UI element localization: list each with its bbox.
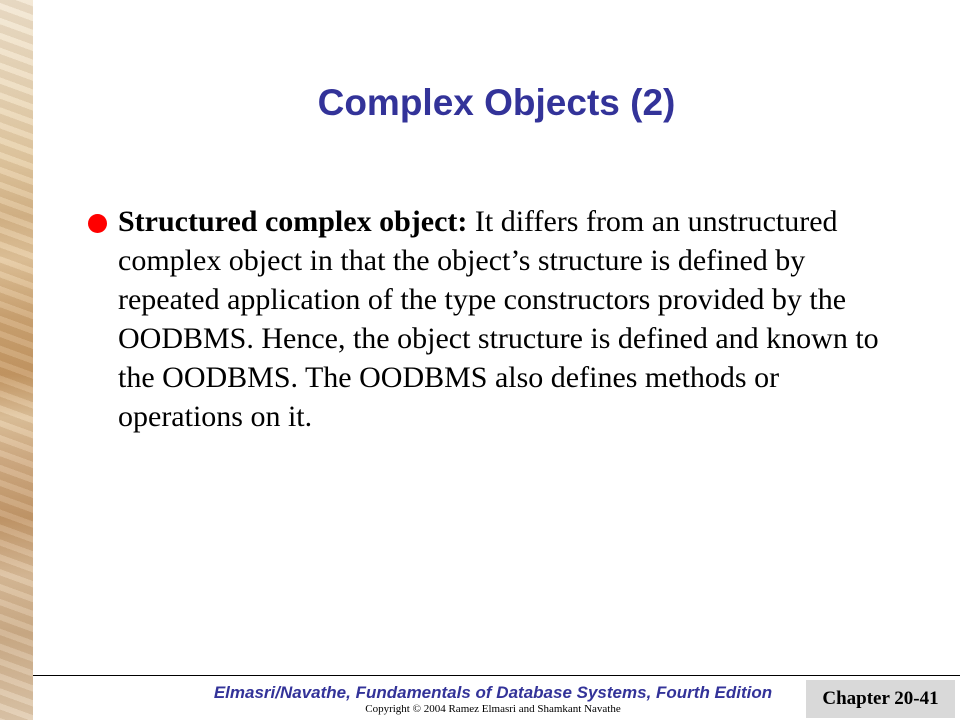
footer-divider [33,675,960,676]
chapter-label: Chapter 20-41 [806,680,955,718]
decorative-sand-strip [0,0,33,720]
footer-copyright: Copyright © 2004 Ramez Elmasri and Shamkant Navathe [365,703,621,715]
bullet-term: Structured complex object [118,205,458,238]
bullet-dot-icon [88,214,107,233]
bullet-text [118,202,908,436]
footer-credit: Elmasri/Navathe, Fundamentals of Database Systems, Fourth Edition [213,683,773,702]
bullet-item [88,202,908,436]
bullet-separator: : [457,205,475,238]
slide-title: Complex Objects (2) [317,82,676,123]
bullet-body: It differs from an unstructured complex object in that the object’s structure is defined by repeated application of the type constructors provided by the OODBMS. Hence, the object structure is defined and known to the OODBMS. The OODBMS also defines methods or operations on it. [118,205,879,433]
